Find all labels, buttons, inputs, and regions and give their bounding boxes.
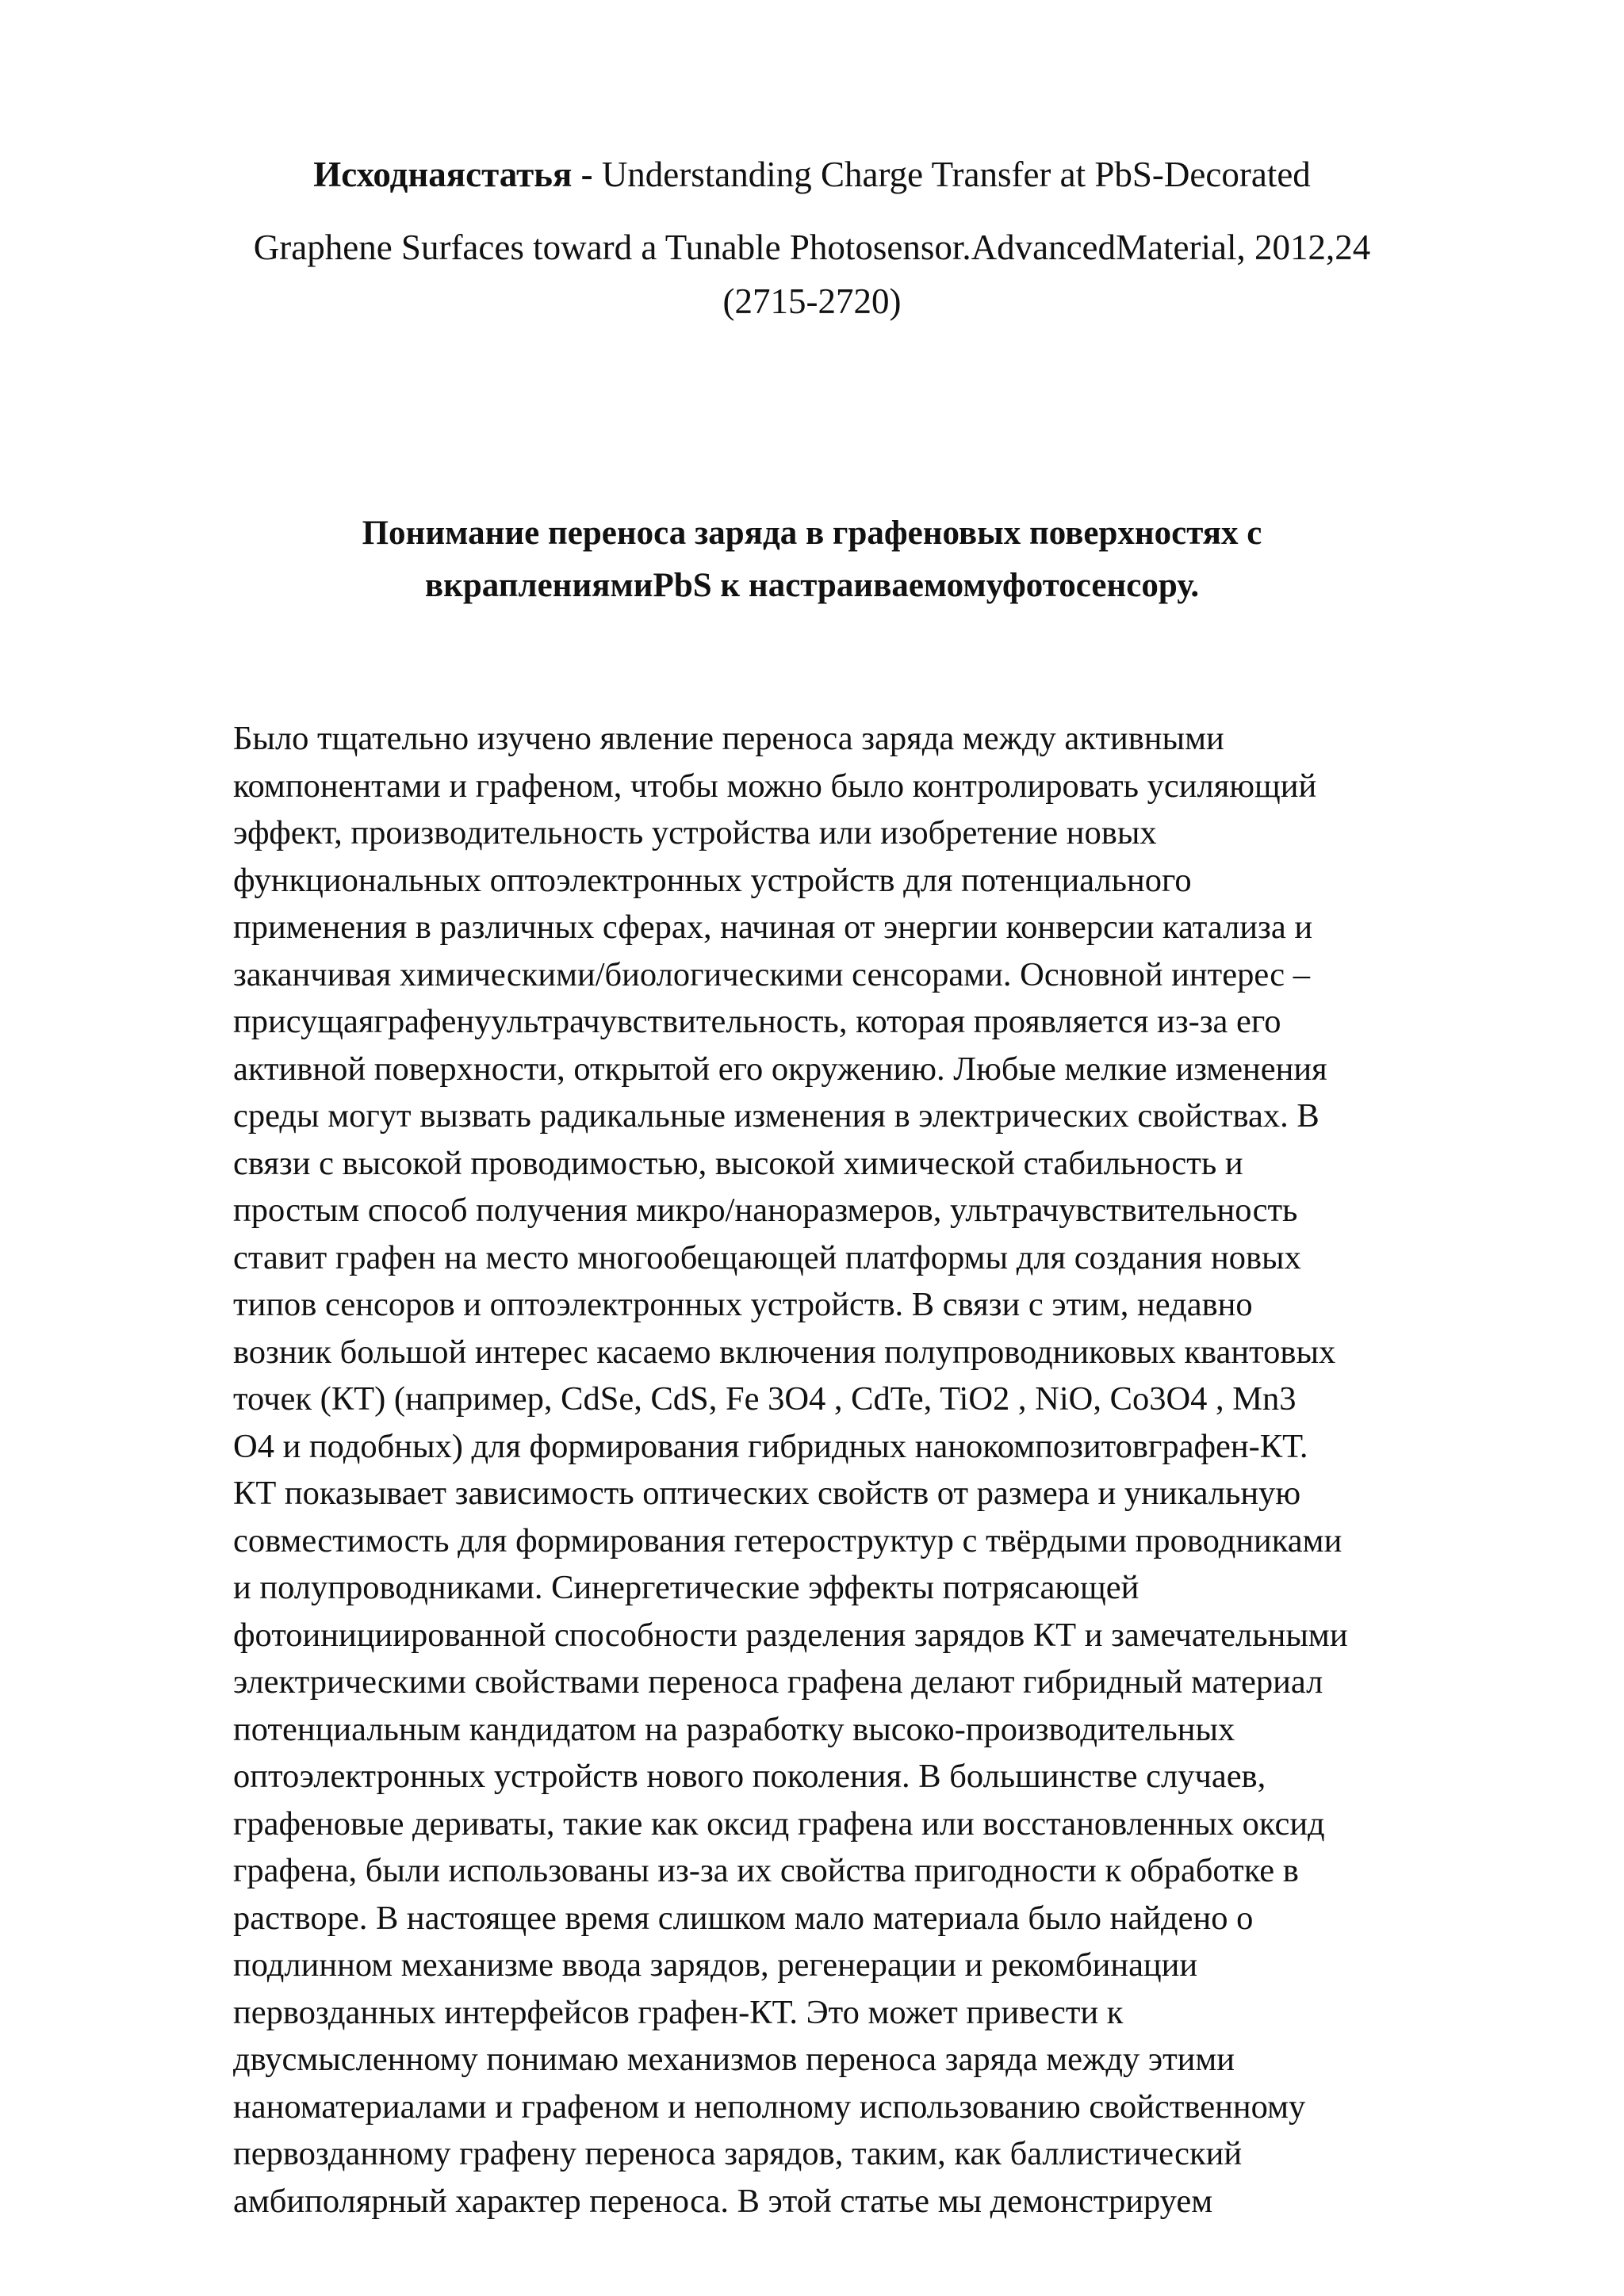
body-line: потенциальным кандидатом на разработку высоко-производительных (233, 1710, 1235, 1748)
body-line: подлинном механизме ввода зарядов, регенерации и рекомбинации (233, 1946, 1198, 1984)
body-line: возник большой интерес касаемо включения полупроводниковых квантовых (233, 1333, 1336, 1371)
body-line: первозданному графену переноса зарядов, таким, как баллистический (233, 2135, 1243, 2172)
body-line: заканчивая химическими/биологическими сенсорами. Основной интерес – (233, 955, 1310, 993)
body-line: наноматериалами и графеном и неполному использованию свойственному (233, 2087, 1306, 2126)
body-line: применения в различных сферах, начиная от энергии конверсии катализа и (233, 909, 1313, 946)
body-line: активной поверхности, открытой его окружению. Любые мелкие изменения (233, 1050, 1327, 1088)
body-line: O4 и подобных) для формирования гибридных нанокомпозитовграфен-КТ. (233, 1427, 1308, 1465)
paper-title-line-2: вкраплениямиPbS к настраиваемомуфотосенсору. (424, 567, 1200, 604)
body-paragraph (233, 715, 1502, 2225)
body-line: фотоинициированной способности разделения зарядов КТ и замечательными (233, 1616, 1348, 1654)
source-label: Исходнаястатья - (313, 155, 593, 194)
paper-title-line-1: Понимание переноса заряда в графеновых поверхностях с (362, 515, 1262, 552)
source-citation (190, 147, 1434, 328)
body-line: двусмысленному понимаю механизмов переноса заряда между этими (233, 2041, 1235, 2078)
body-line: эффект, производительность устройства или изобретение новых (233, 814, 1157, 851)
body-line: оптоэлектронных устройств нового поколения. В большинстве случаев, (233, 1758, 1266, 1795)
body-line: КТ показывает зависимость оптических свойств от размера и уникальную (233, 1475, 1301, 1512)
body-line: амбиполярный характер переноса. В этой статье мы демонстрируем (233, 2182, 1213, 2220)
body-line: простым способ получения микро/наноразмеров, ультрачувствительность (233, 1192, 1298, 1229)
source-title-start: Understanding Charge Transfer at PbS-Decorated (601, 155, 1311, 194)
source-pages: (2715-2720) (722, 281, 902, 321)
body-line: функциональных оптоэлектронных устройств для потенциального (233, 861, 1192, 899)
paper-title (254, 507, 1370, 612)
body-line: компонентами и графеном, чтобы можно было контролировать усиляющий (233, 767, 1317, 805)
body-line: и полупроводниками. Синергетические эффекты потрясающей (233, 1569, 1139, 1606)
source-citation-line-1 (190, 147, 1434, 201)
body-line: присущаяграфенуультрачувствительность, которая проявляется из-за его (233, 1003, 1281, 1040)
body-line: графеновые дериваты, такие как оксид графена или восстановленных оксид (233, 1804, 1325, 1843)
body-line: типов сенсоров и оптоэлектронных устройств. В связи с этим, недавно (233, 1286, 1253, 1323)
body-line: совместимость для формирования гетероструктур с твёрдыми проводниками (233, 1521, 1342, 1559)
body-line: ставит графен на место многообещающей платформы для создания новых (233, 1238, 1301, 1276)
body-line: первозданных интерфейсов графен-КТ. Это может привести к (233, 1993, 1124, 2031)
body-line: связи с высокой проводимостью, высокой химической стабильность и (233, 1144, 1243, 1182)
body-line: Было тщательно изучено явление переноса заряда между активными (233, 720, 1224, 757)
body-line: электрическими свойствами переноса графена делают гибридный материал (233, 1663, 1323, 1701)
body-line: растворе. В настоящее время слишком мало материала было найдено о (233, 1899, 1254, 1937)
body-line: среды могут вызвать радикальные изменения в электрических свойствах. В (233, 1097, 1320, 1135)
body-line: графена, были использованы из-за их свойства пригодности к обработке в (233, 1852, 1299, 1889)
body-line: точек (КТ) (например, CdSe, CdS, Fe 3O4 , CdTe, TiO2 , NiO, Co3O4 , Mn3 (233, 1380, 1297, 1418)
source-citation-line-2: Graphene Surfaces toward a Tunable Photosensor.AdvancedMaterial, 2012,24 (253, 228, 1371, 267)
